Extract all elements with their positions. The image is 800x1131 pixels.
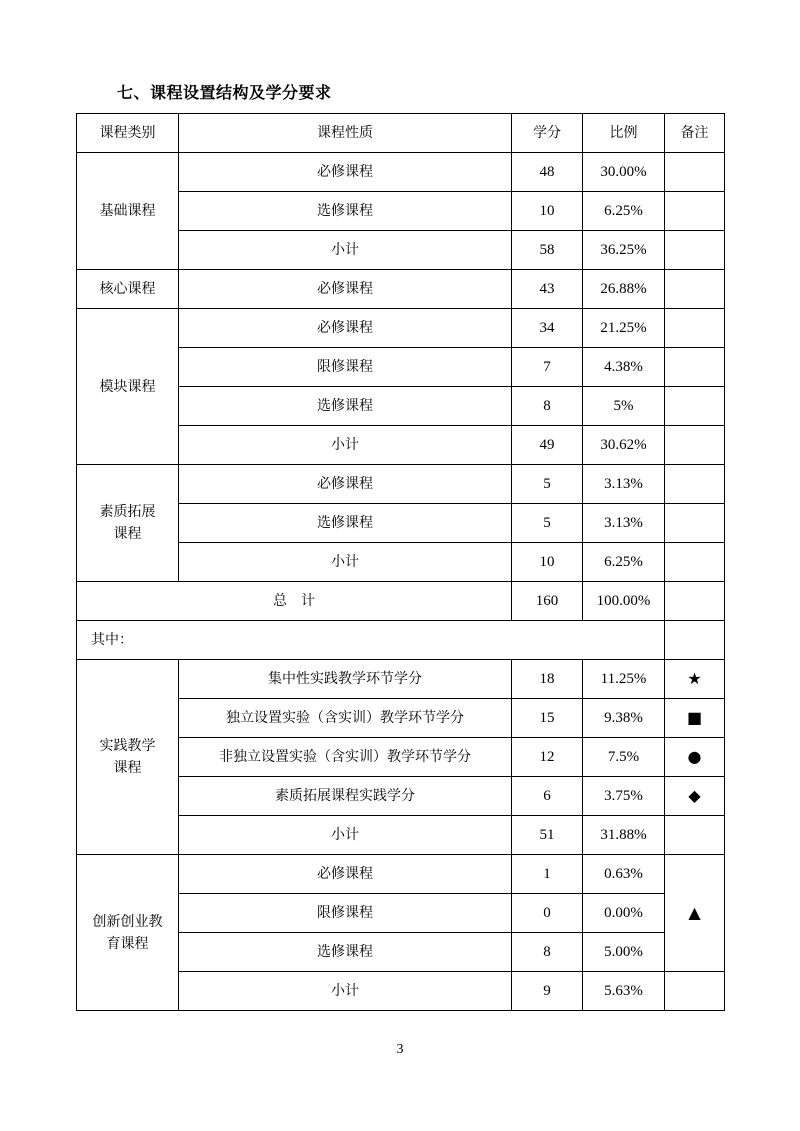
- note-cell: [665, 231, 725, 270]
- credits-value: 9: [512, 972, 583, 1011]
- note-cell: [665, 972, 725, 1011]
- note-cell: [665, 153, 725, 192]
- credits-value: 6: [512, 777, 583, 816]
- ratio-value: 0.00%: [583, 894, 665, 933]
- ratio-value: 30.00%: [583, 153, 665, 192]
- note-cell: [665, 426, 725, 465]
- credits-value: 12: [512, 738, 583, 777]
- category-core: 核心课程: [77, 270, 179, 309]
- credits-value: 5: [512, 504, 583, 543]
- credit-structure-table: [76, 113, 725, 1011]
- course-nature: 选修课程: [179, 933, 512, 972]
- note-cell: [665, 348, 725, 387]
- category-line: 素质拓展: [99, 504, 156, 520]
- credits-value: 48: [512, 153, 583, 192]
- total-label: 总 计: [77, 582, 512, 621]
- note-cell: [665, 582, 725, 621]
- ratio-value: 0.63%: [583, 855, 665, 894]
- header-category: 课程类别: [77, 114, 179, 153]
- course-nature: 小计: [179, 426, 512, 465]
- ratio-value: 5%: [583, 387, 665, 426]
- credits-value: 43: [512, 270, 583, 309]
- credits-value: 49: [512, 426, 583, 465]
- triangle-symbol: ▲: [688, 902, 701, 922]
- ratio-value: 6.25%: [583, 192, 665, 231]
- credits-value: 51: [512, 816, 583, 855]
- course-nature: 小计: [179, 231, 512, 270]
- category-line: 育课程: [106, 935, 149, 952]
- course-nature: 独立设置实验（含实训）教学环节学分: [179, 699, 512, 738]
- star-symbol: ★: [687, 668, 702, 688]
- credits-value: 15: [512, 699, 583, 738]
- table-header-row: [77, 114, 725, 153]
- course-nature: 非独立设置实验（含实训）教学环节学分: [179, 738, 512, 777]
- diamond-symbol: ◆: [688, 785, 701, 805]
- ratio-value: 31.88%: [583, 816, 665, 855]
- table-row: [77, 465, 725, 504]
- diamond-icon: [665, 777, 725, 816]
- ratio-value: 4.38%: [583, 348, 665, 387]
- course-nature: 必修课程: [179, 855, 512, 894]
- course-nature: 必修课程: [179, 309, 512, 348]
- note-cell: [665, 816, 725, 855]
- note-cell: [665, 543, 725, 582]
- category-line: 课程: [113, 760, 142, 776]
- course-nature: 小计: [179, 972, 512, 1011]
- header-ratio: 比例: [583, 114, 665, 153]
- credits-value: 10: [512, 543, 583, 582]
- course-nature: 小计: [179, 816, 512, 855]
- page-number: 3: [396, 1042, 404, 1057]
- star-icon: [665, 660, 725, 699]
- ratio-value: 11.25%: [583, 660, 665, 699]
- credits-value: 18: [512, 660, 583, 699]
- credits-value: 34: [512, 309, 583, 348]
- header-credits: 学分: [512, 114, 583, 153]
- course-nature: 集中性实践教学环节学分: [179, 660, 512, 699]
- note-cell: [665, 270, 725, 309]
- course-nature: 必修课程: [179, 465, 512, 504]
- course-nature: 选修课程: [179, 387, 512, 426]
- course-nature: 必修课程: [179, 270, 512, 309]
- ratio-value: 26.88%: [583, 270, 665, 309]
- course-nature: 选修课程: [179, 504, 512, 543]
- course-nature: 必修课程: [179, 153, 512, 192]
- total-row: [77, 582, 725, 621]
- category-innovation: [77, 855, 179, 1011]
- header-nature: 课程性质: [179, 114, 512, 153]
- credits-value: 5: [512, 465, 583, 504]
- credits-value: 8: [512, 933, 583, 972]
- circle-symbol: ●: [687, 746, 702, 766]
- of-which-row: [77, 621, 725, 660]
- ratio-value: 3.13%: [583, 504, 665, 543]
- ratio-value: 5.63%: [583, 972, 665, 1011]
- ratio-value: 5.00%: [583, 933, 665, 972]
- credits-value: 1: [512, 855, 583, 894]
- credits-value: 8: [512, 387, 583, 426]
- ratio-value: 30.62%: [583, 426, 665, 465]
- table-row: [77, 153, 725, 192]
- category-line: 实践教学: [99, 738, 156, 754]
- square-icon: [665, 699, 725, 738]
- ratio-value: 36.25%: [583, 231, 665, 270]
- ratio-value: 21.25%: [583, 309, 665, 348]
- note-cell: [665, 387, 725, 426]
- table-row: [77, 855, 725, 894]
- ratio-value: 3.13%: [583, 465, 665, 504]
- note-cell: [665, 504, 725, 543]
- ratio-value: 9.38%: [583, 699, 665, 738]
- circle-icon: [665, 738, 725, 777]
- course-nature: 限修课程: [179, 894, 512, 933]
- credits-value: 0: [512, 894, 583, 933]
- table-row: [77, 309, 725, 348]
- category-line: 课程: [113, 526, 142, 542]
- note-cell: [665, 621, 725, 660]
- square-symbol: ■: [686, 707, 703, 727]
- table-row: [77, 270, 725, 309]
- category-basic: 基础课程: [77, 153, 179, 270]
- course-nature: 小计: [179, 543, 512, 582]
- course-nature: 素质拓展课程实践学分: [179, 777, 512, 816]
- triangle-icon: [665, 855, 725, 972]
- total-ratio: 100.00%: [583, 582, 665, 621]
- category-module: 模块课程: [77, 309, 179, 465]
- category-line: 创新创业教: [92, 913, 163, 930]
- header-note: 备注: [665, 114, 725, 153]
- note-cell: [665, 465, 725, 504]
- section-heading: 七、课程设置结构及学分要求: [117, 83, 332, 102]
- course-nature: 选修课程: [179, 192, 512, 231]
- category-practice: [77, 660, 179, 855]
- note-cell: [665, 192, 725, 231]
- note-cell: [665, 309, 725, 348]
- credits-value: 58: [512, 231, 583, 270]
- total-credits: 160: [512, 582, 583, 621]
- credits-value: 10: [512, 192, 583, 231]
- credits-value: 7: [512, 348, 583, 387]
- ratio-value: 6.25%: [583, 543, 665, 582]
- course-nature: 限修课程: [179, 348, 512, 387]
- of-which-label: 其中：: [77, 621, 665, 660]
- ratio-value: 7.5%: [583, 738, 665, 777]
- ratio-value: 3.75%: [583, 777, 665, 816]
- category-quality: [77, 465, 179, 582]
- table-row: [77, 660, 725, 699]
